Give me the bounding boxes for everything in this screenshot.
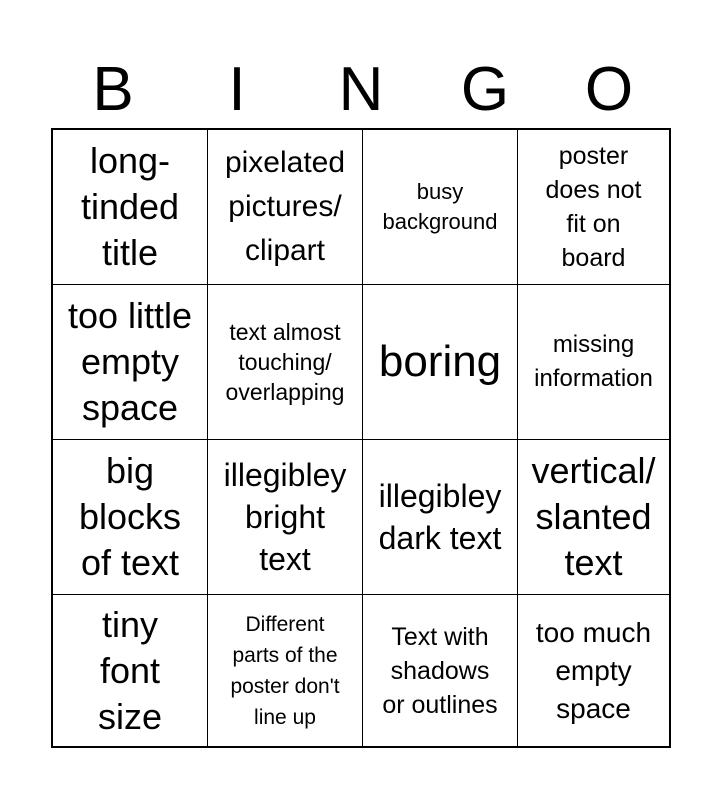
cell-text: tiny font size <box>97 603 163 737</box>
header-letter-g: G <box>460 55 510 124</box>
header-letter-b: B <box>92 55 134 124</box>
cell-text: poster does not fit on board <box>545 142 642 272</box>
cell-text: long- tinded title <box>80 140 180 273</box>
bingo-cell[interactable] <box>518 130 669 285</box>
bingo-cell[interactable] <box>518 440 669 595</box>
bingo-cell[interactable] <box>363 595 518 746</box>
bingo-cell[interactable] <box>53 130 208 285</box>
header-letter-i: I <box>228 55 246 124</box>
cell-text: missing information <box>534 331 653 392</box>
bingo-cell[interactable] <box>208 285 363 440</box>
cell-text: vertical/ slanted text <box>531 450 656 583</box>
header-letter-o: O <box>584 55 634 124</box>
bingo-cell[interactable] <box>53 440 208 595</box>
cell-text: too much empty space <box>535 616 652 724</box>
cell-text: text almost touching/ overlapping <box>225 319 345 405</box>
bingo-cell[interactable] <box>363 130 518 285</box>
cell-text: busy background <box>382 179 498 234</box>
bingo-cell[interactable] <box>208 595 363 746</box>
bingo-cell[interactable] <box>518 285 669 440</box>
bingo-cell[interactable] <box>363 440 518 595</box>
header-letter-n: N <box>338 55 384 124</box>
cell-text: too little empty space <box>67 295 193 428</box>
bingo-cell[interactable] <box>53 285 208 440</box>
cell-text: Text with shadows or outlines <box>382 622 498 719</box>
bingo-header <box>51 52 671 128</box>
bingo-cell[interactable] <box>518 595 669 746</box>
cell-text: illegibley bright text <box>223 457 347 577</box>
bingo-cell[interactable] <box>53 595 208 746</box>
cell-text: pixelated pictures/ clipart <box>224 146 346 267</box>
cell-text: big blocks of text <box>78 450 182 583</box>
bingo-cell[interactable] <box>363 285 518 440</box>
cell-text: Different parts of the poster don't line up <box>230 612 340 729</box>
bingo-cell[interactable] <box>208 130 363 285</box>
bingo-board <box>51 128 671 748</box>
cell-text: illegibley dark text <box>378 478 502 556</box>
bingo-cell[interactable] <box>208 440 363 595</box>
cell-text: boring <box>378 337 502 386</box>
